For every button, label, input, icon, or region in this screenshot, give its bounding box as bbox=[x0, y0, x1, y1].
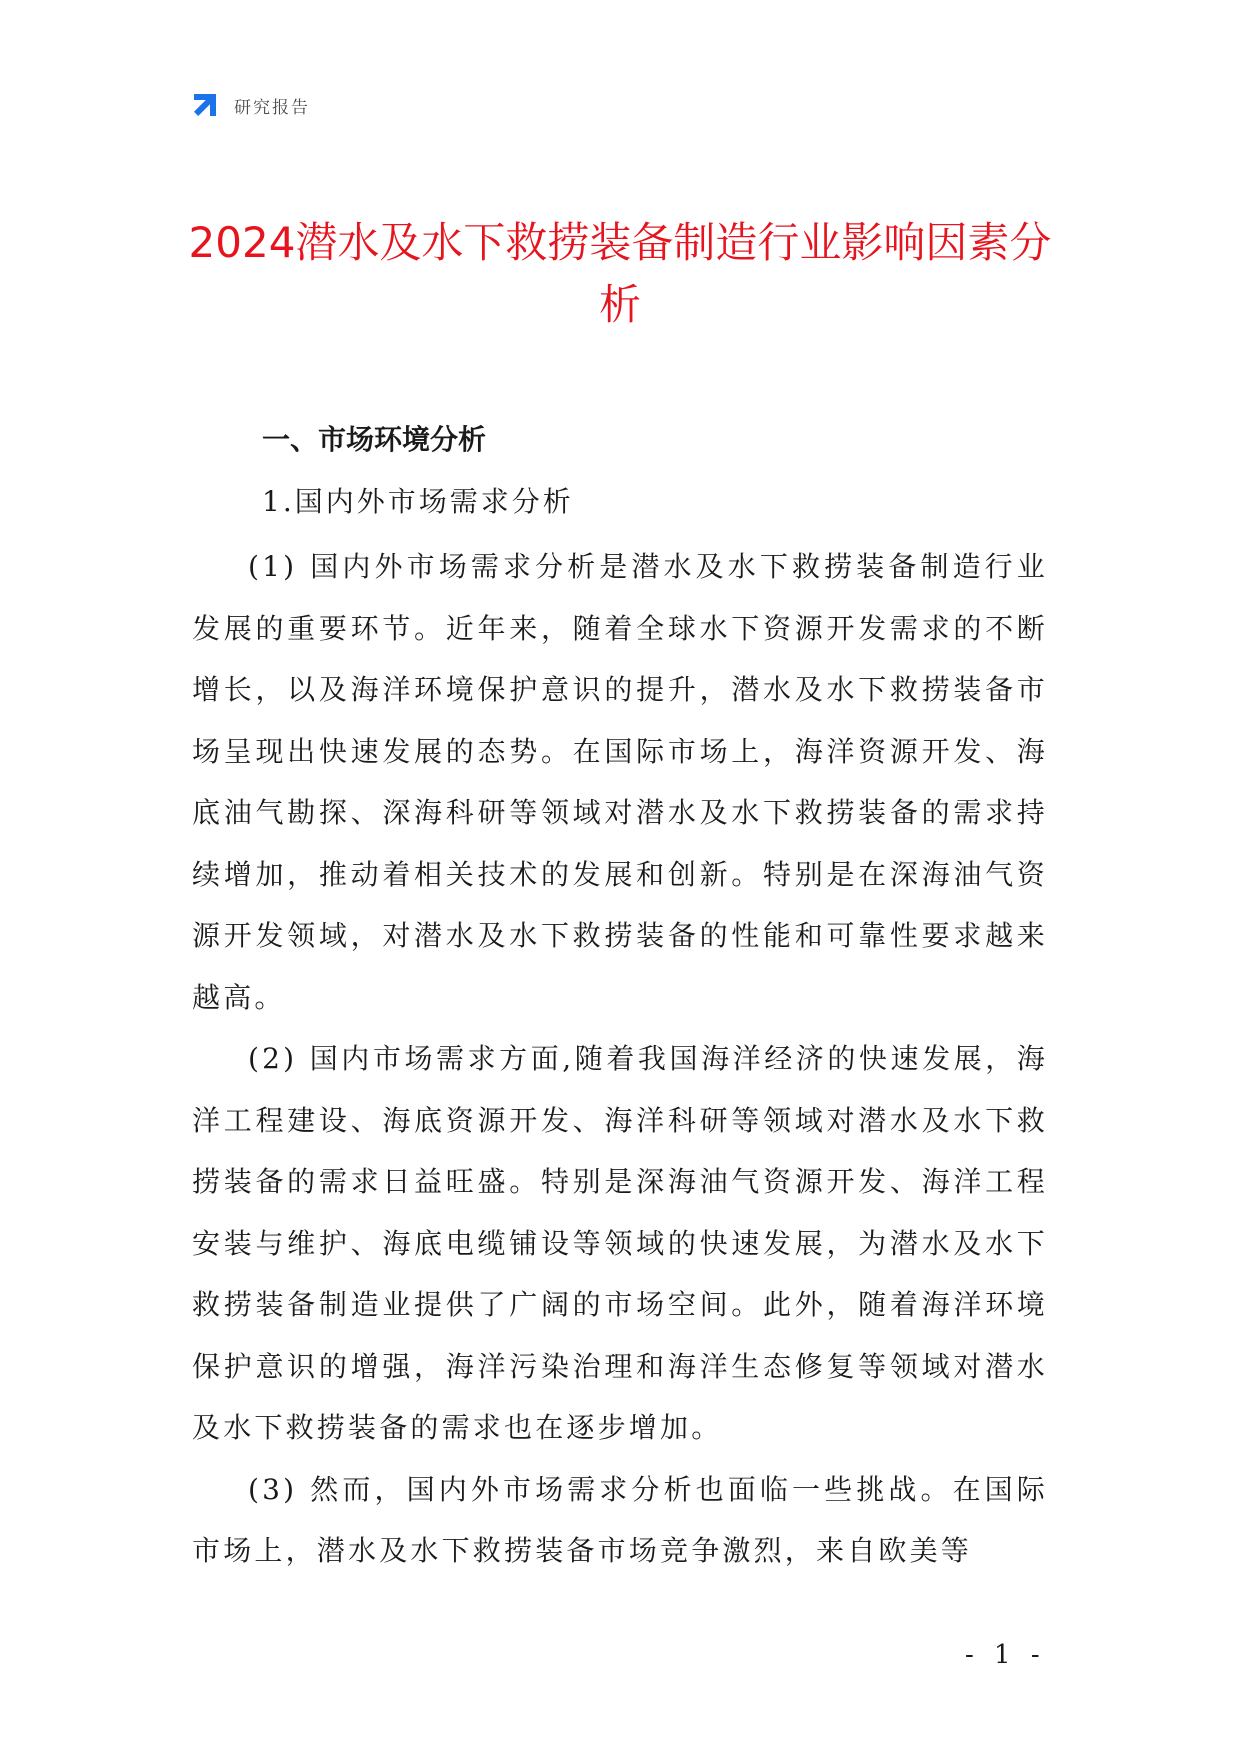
body-text bbox=[192, 536, 1048, 1582]
report-header bbox=[190, 88, 310, 122]
paragraph-1: (1) 国内外市场需求分析是潜水及水下救捞装备制造行业发展的重要环节。近年来，随着全球水下资源开发需求的不断增长，以及海洋环境保护意识的提升，潜水及水下救捞装备市场呈现出快速发展的态势。在国际市场上，海洋资源开发、海底油气勘探、深海科研等领域对潜水及水下救捞装备的需求持续增加，推动着相关技术的发展和创新。特别是在深海油气资源开发领域，对潜水及水下救捞装备的性能和可靠性要求越来越高。 bbox=[192, 550, 1048, 1014]
header-label: 研究报告 bbox=[234, 97, 310, 118]
paragraph-3: (3) 然而，国内外市场需求分析也面临一些挑战。在国际市场上，潜水及水下救捞装备市场竞争激烈，来自欧美等 bbox=[192, 1472, 1048, 1567]
document-title: 2024潜水及水下救捞装备制造行业影响因素分析 bbox=[188, 218, 1052, 329]
section-heading: 一、市场环境分析 bbox=[262, 423, 487, 456]
diagonal-arrow-icon bbox=[190, 90, 220, 120]
paragraph-2: (2) 国内市场需求方面,随着我国海洋经济的快速发展，海洋工程建设、海底资源开发、海洋科研等领域对潜水及水下救捞装备的需求日益旺盛。特别是深海油气资源开发、海洋工程安装与维护、海底电缆铺设等领域的快速发展，为潜水及水下救捞装备制造业提供了广阔的市场空间。此外，随着海洋环境保护意识的增强，海洋污染治理和海洋生态修复等领域对潜水及水下救捞装备的需求也在逐步增加。 bbox=[192, 1042, 1048, 1444]
sub-heading: 1.国内外市场需求分析 bbox=[262, 485, 574, 518]
page-number: - 1 - bbox=[965, 1640, 1046, 1670]
